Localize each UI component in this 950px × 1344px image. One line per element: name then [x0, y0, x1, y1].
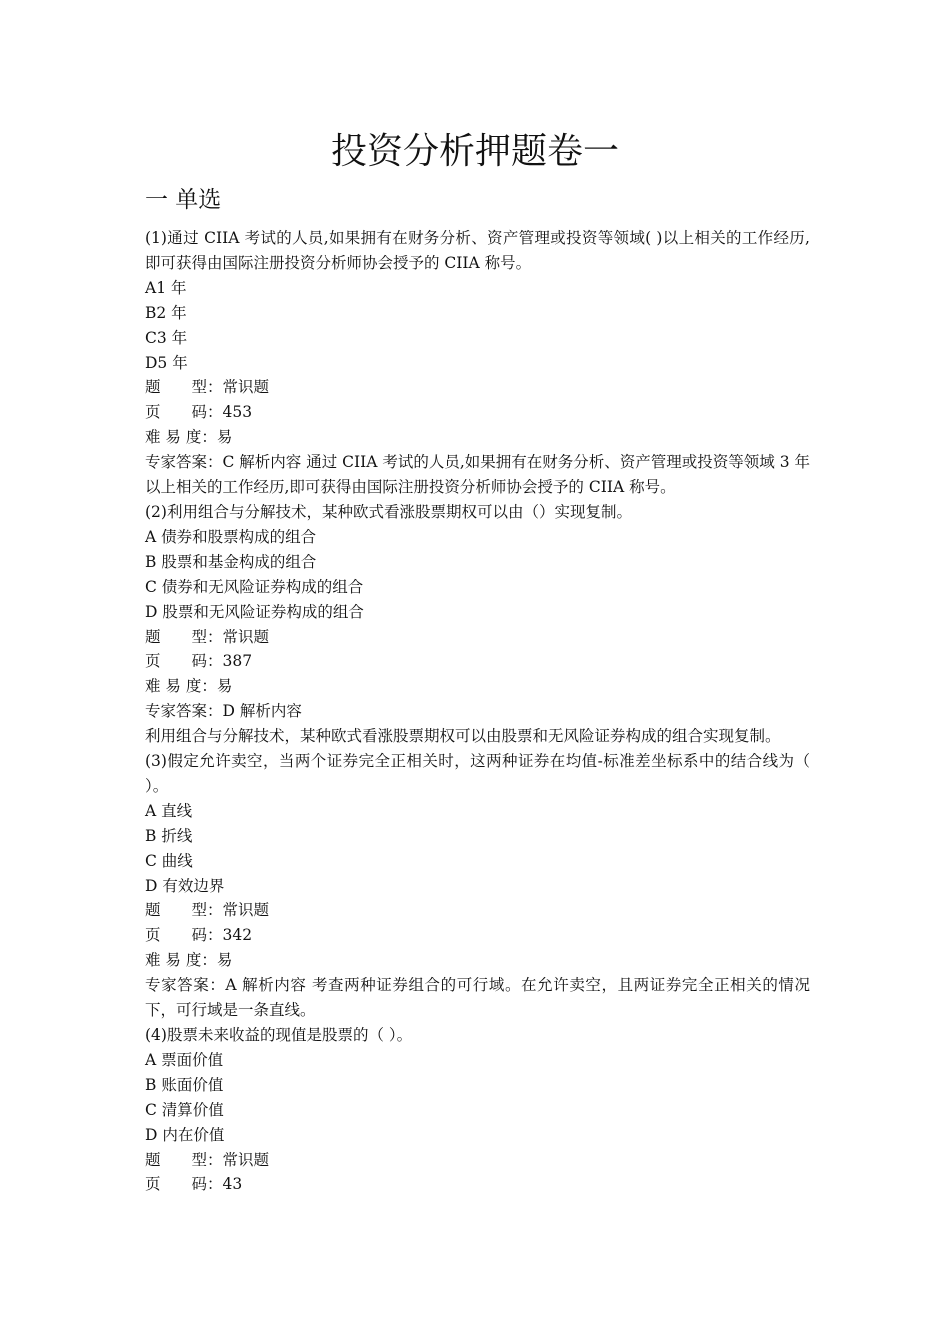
question-4-option-b: B 账面价值 [145, 1075, 224, 1094]
question-1-type: 题 型：常识题 [145, 378, 270, 397]
question-3-text: (3)假定允许卖空，当两个证券完全正相关时，这两种证券在均值-标准差坐标系中的结合线为（ ）。 [145, 752, 810, 795]
question-4-option-c: C 清算价值 [145, 1100, 224, 1119]
question-2-option-b: B 股票和基金构成的组合 [145, 552, 317, 571]
question-2-type: 题 型：常识题 [145, 627, 270, 646]
question-4-option-d: D 内在价值 [145, 1125, 225, 1144]
question-3-page: 页 码：342 [145, 926, 253, 945]
question-1-option-c: C3 年 [145, 328, 188, 347]
question-2-answer: 专家答案：D 解析内容 [145, 702, 302, 721]
question-1-option-a: A1 年 [145, 278, 187, 297]
question-4-type: 题 型：常识题 [145, 1150, 270, 1169]
question-2-option-d: D 股票和无风险证券构成的组合 [145, 602, 364, 621]
question-1-page: 页 码：453 [145, 403, 253, 422]
question-1-text: (1)通过 CIIA 考试的人员,如果拥有在财务分析、资产管理或投资等领域( )以上相关的工作经历,即可获得由国际注册投资分析师协会授予的 CIIA 称号。 [145, 229, 810, 272]
question-1-difficulty: 难 易 度：易 [145, 428, 233, 447]
question-2-text: (2)利用组合与分解技术，某种欧式看涨股票期权可以由（）实现复制。 [145, 502, 632, 521]
question-3-answer: 专家答案：A 解析内容 考查两种证券组合的可行域。在允许卖空，且两证券完全正相关的情况下，可行域是一条直线。 [145, 976, 810, 1020]
section-heading: 一 单选 [145, 187, 222, 213]
question-3-option-b: B 折线 [145, 826, 193, 845]
question-3-difficulty: 难 易 度：易 [145, 951, 233, 970]
question-4-option-a: A 票面价值 [145, 1050, 224, 1069]
question-2-explanation: 利用组合与分解技术，某种欧式看涨股票期权可以由股票和无风险证券构成的组合实现复制。 [145, 727, 781, 746]
question-1-option-b: B2 年 [145, 303, 187, 322]
question-2-difficulty: 难 易 度：易 [145, 677, 233, 696]
question-2-option-c: C 债券和无风险证券构成的组合 [145, 577, 364, 596]
question-3-type: 题 型：常识题 [145, 901, 270, 920]
question-1-option-d: D5 年 [145, 353, 188, 372]
question-4-page: 页 码：43 [145, 1175, 243, 1194]
question-3-option-c: C 曲线 [145, 851, 193, 870]
question-2-option-a: A 债券和股票构成的组合 [145, 527, 317, 546]
question-3-option-a: A 直线 [145, 801, 193, 820]
question-2-page: 页 码：387 [145, 652, 253, 671]
document-body [145, 226, 810, 1197]
question-1-answer: 专家答案：C 解析内容 通过 CIIA 考试的人员,如果拥有在财务分析、资产管理或投资等领域 3 年以上相关的工作经历,即可获得由国际注册投资分析师协会授予的 CIIA 称号。 [145, 453, 811, 497]
document-title: 投资分析押题卷一 [330, 131, 619, 172]
question-3-option-d: D 有效边界 [145, 876, 225, 895]
question-4-text: (4)股票未来收益的现值是股票的（ ）。 [145, 1026, 413, 1044]
